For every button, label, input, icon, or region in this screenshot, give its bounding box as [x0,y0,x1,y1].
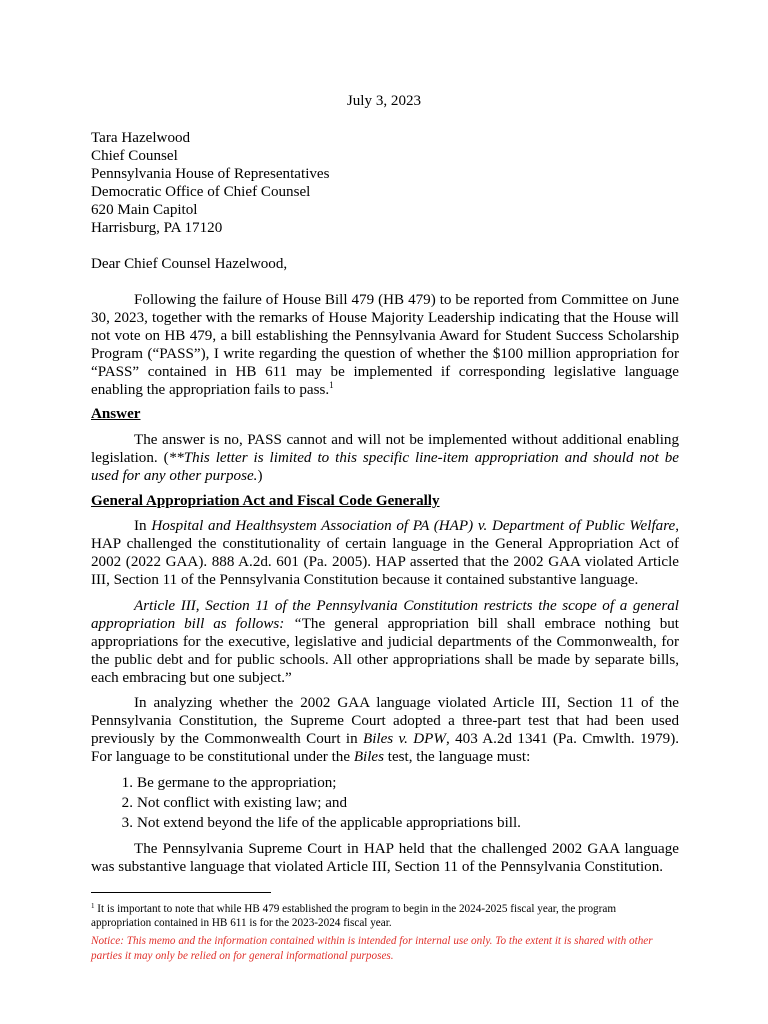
list-item-text: Not conflict with existing law; and [137,795,348,811]
list-item-number: 3. [121,815,133,831]
footnote-reference: 1 [329,380,334,390]
answer-heading: Answer [91,406,141,422]
list-item-text: Be germane to the appropriation; [137,775,337,791]
salutation: Dear Chief Counsel Hazelwood, [91,256,288,272]
recipient-organization: Pennsylvania House of Representatives [91,166,330,182]
answer-disclaimer: **This letter is limited to this specific line-item appropriation and should not be used for any other purpose. [91,450,679,484]
recipient-city: Harrisburg, PA 17120 [91,220,223,236]
recipient-street: 620 Main Capitol [91,202,198,218]
holding-paragraph: The Pennsylvania Supreme Court in HAP held that the challenged 2002 GAA language was substantive language that violated Article III, Section 11 of the Pennsylvania Constitution. [91,841,679,875]
list-item-number: 1. [121,775,133,791]
list-item [113,794,679,814]
answer-paragraph [91,431,679,485]
list-item-text: Not extend beyond the life of the applicable appropriations bill. [137,815,521,831]
recipient-address [91,129,679,237]
answer-text: The answer is no, PASS cannot and will not be implemented without additional enabling legislation. [91,432,679,466]
footnote-mark: 1 [91,902,95,910]
recipient-name: Tara Hazelwood [91,130,191,146]
hap-case-name: Hospital and Healthsystem Association of PA (HAP) v. Department of Public Welfare [151,518,676,534]
internal-use-notice: Notice: This memo and the information contained within is intended for internal use only. To the extent it is shared with other parties it may only be relied on for general informational purposes. [91,935,653,962]
biles-text-b: , 403 A.2d 1341 (Pa. Cmwlth. 1979). For language to be constitutional under the [91,731,679,765]
biles-test-list [113,774,679,834]
biles-case-name: Biles v. DPW [363,731,446,747]
article-paragraph [91,597,679,687]
intro-paragraph [91,291,679,399]
hap-paragraph [91,517,679,589]
hap-text: , HAP challenged the constitutionality of certain language in the General Appropriation Act of 2002 (2022 GAA). 888 A.2d. 601 (Pa. 2005). HAP asserted that the 2002 GAA violated Article III, Section 11 of the Pennsylvania Constitution because it contained substantive language. [91,518,679,588]
recipient-office: Democratic Office of Chief Counsel [91,184,311,200]
biles-text-c: test, the language must: [384,749,531,765]
list-item [113,814,679,834]
article-quote: The general appropriation bill shall embrace nothing but appropriations for the executive, legislative and judicial departments of the Commonwealth, for the public debt and for public schools. All other appropriations shall be made by separate bills, each embracing but one subject.” [91,616,679,686]
biles-name: Biles [353,749,385,765]
list-item [113,774,679,794]
answer-paren-open: ( [157,450,169,466]
article-intro: Article III, Section 11 of the Pennsylvania Constitution restricts the scope of a general appropriation bill as follows: “ [91,598,679,632]
intro-text: Following the failure of House Bill 479 (HB 479) to be reported from Committee on June 30, 2023, together with the remarks of House Majority Leadership indicating that the House will not vote on HB 479, a bill establishing the Pennsylvania Award for Student Success Scholarship Program (“PASS”), I write regarding the question of whether the $100 million appropriation for “PASS” contained in HB 611 may be implemented if corresponding legislative language enabling the appropriation fails to pass. [91,292,679,398]
letter-date: July 3, 2023 [346,93,422,109]
general-heading: General Appropriation Act and Fiscal Code Generally [91,493,440,509]
list-item-number: 2. [121,795,133,811]
footnote-divider [91,892,271,893]
answer-paren-close: ) [257,468,263,484]
hap-intro: In [134,518,152,534]
recipient-title: Chief Counsel [91,148,178,164]
biles-text-a: In analyzing whether the 2002 GAA language violated Article III, Section 11 of the Pennsylvania Constitution, the Supreme Court adopted a three-part test that had been used previously by the Commonwealth Court in [91,695,679,747]
biles-paragraph [91,694,679,766]
footnote [91,899,679,930]
footnote-text: It is important to note that while HB 479 established the program to begin in the 2024-2025 fiscal year, the program appropriation contained in HB 611 is for the 2023-2024 fiscal year. [91,903,617,929]
